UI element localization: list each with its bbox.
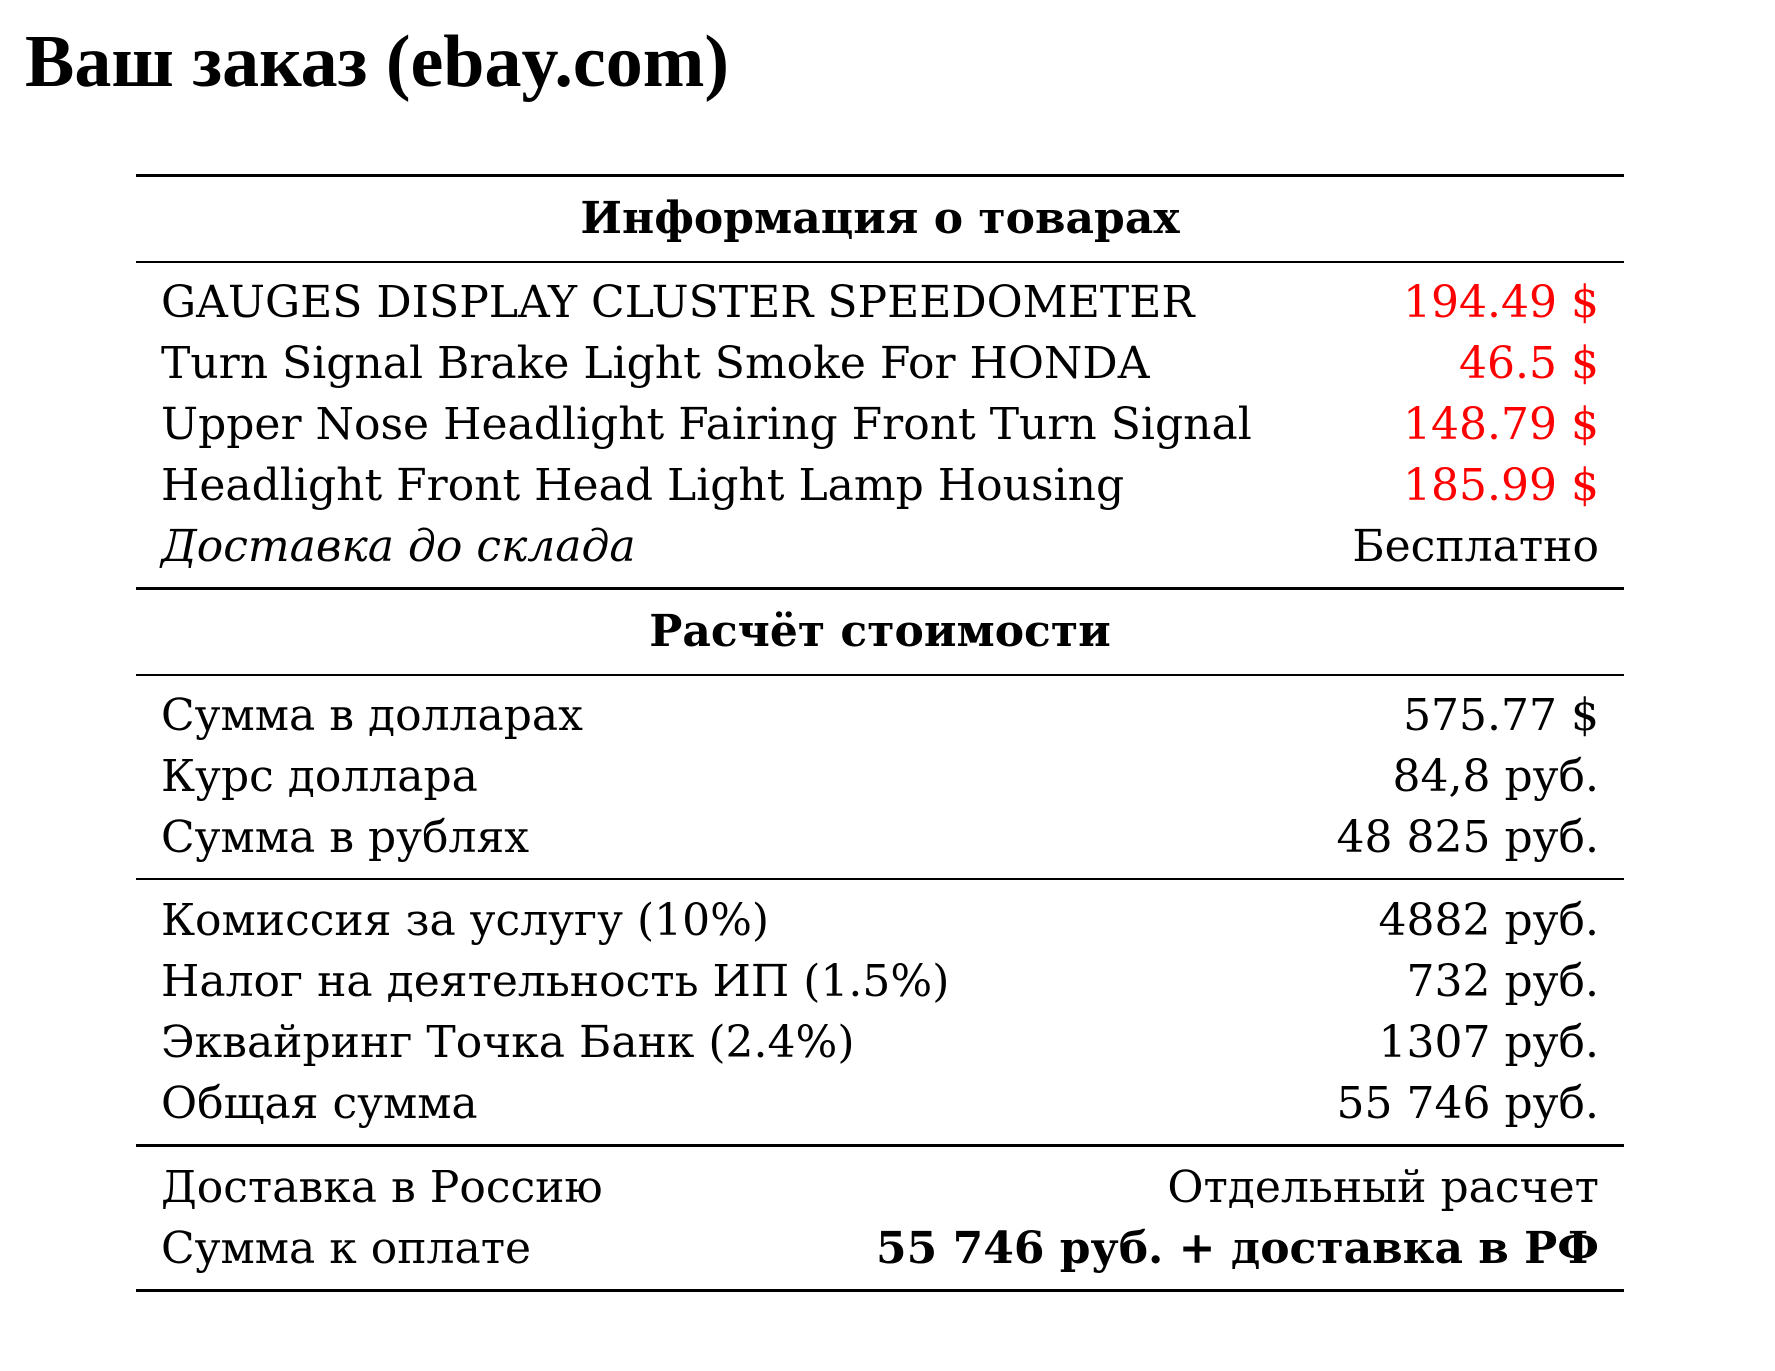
order-summary-table bbox=[136, 174, 1624, 1292]
acquiring-row bbox=[136, 1012, 1624, 1073]
page-title: Ваш заказ (ebay.com) bbox=[25, 21, 730, 103]
product-price: 194.49 $ bbox=[1403, 277, 1599, 328]
exchange-rate-label: Курс доллара bbox=[161, 751, 478, 802]
product-name: Turn Signal Brake Light Smoke For HONDA bbox=[161, 338, 1150, 389]
product-price: 46.5 $ bbox=[1459, 338, 1599, 389]
sum-usd-value: 575.77 $ bbox=[1403, 690, 1599, 741]
tax-row bbox=[136, 951, 1624, 1012]
exchange-rate-row bbox=[136, 746, 1624, 807]
product-row bbox=[136, 333, 1624, 394]
products-section-heading: Информация о товарах bbox=[580, 193, 1180, 244]
delivery-russia-label: Доставка в Россию bbox=[161, 1162, 603, 1213]
products-list bbox=[136, 263, 1624, 587]
product-row bbox=[136, 394, 1624, 455]
service-fee-label: Комиссия за услугу (10%) bbox=[161, 895, 770, 946]
acquiring-value: 1307 руб. bbox=[1378, 1017, 1599, 1068]
tax-label: Налог на деятельность ИП (1.5%) bbox=[161, 956, 950, 1007]
conversion-list bbox=[136, 676, 1624, 878]
amount-due-value: 55 746 руб. + доставка в РФ bbox=[876, 1223, 1599, 1274]
product-name: Upper Nose Headlight Fairing Front Turn Signal bbox=[161, 399, 1252, 450]
warehouse-delivery-label: Доставка до склада bbox=[161, 521, 636, 572]
sum-usd-label: Сумма в долларах bbox=[161, 690, 583, 741]
delivery-russia-value: Отдельный расчет bbox=[1167, 1162, 1599, 1213]
product-name: GAUGES DISPLAY CLUSTER SPEEDOMETER bbox=[161, 277, 1195, 328]
warehouse-delivery-row bbox=[136, 516, 1624, 577]
product-row bbox=[136, 455, 1624, 516]
sum-rub-row bbox=[136, 807, 1624, 868]
service-fee-row bbox=[136, 890, 1624, 951]
service-fee-value: 4882 руб. bbox=[1378, 895, 1599, 946]
total-value: 55 746 руб. bbox=[1336, 1078, 1599, 1129]
product-price: 148.79 $ bbox=[1403, 399, 1599, 450]
calculation-section-heading: Расчёт стоимости bbox=[649, 606, 1111, 657]
delivery-russia-row bbox=[136, 1157, 1624, 1218]
total-label: Общая сумма bbox=[161, 1078, 478, 1129]
warehouse-delivery-value: Бесплатно bbox=[1352, 521, 1599, 572]
tax-value: 732 руб. bbox=[1406, 956, 1599, 1007]
amount-due-row bbox=[136, 1218, 1624, 1279]
sum-rub-label: Сумма в рублях bbox=[161, 812, 530, 863]
exchange-rate-value: 84,8 руб. bbox=[1392, 751, 1599, 802]
fees-list bbox=[136, 880, 1624, 1144]
sum-usd-row bbox=[136, 685, 1624, 746]
bottom-rule bbox=[136, 1289, 1624, 1292]
sum-rub-value: 48 825 руб. bbox=[1336, 812, 1599, 863]
product-price: 185.99 $ bbox=[1403, 460, 1599, 511]
product-row bbox=[136, 272, 1624, 333]
product-name: Headlight Front Head Light Lamp Housing bbox=[161, 460, 1125, 511]
amount-due-label: Сумма к оплате bbox=[161, 1223, 532, 1274]
total-row bbox=[136, 1073, 1624, 1134]
final-list bbox=[136, 1147, 1624, 1289]
acquiring-label: Эквайринг Точка Банк (2.4%) bbox=[161, 1017, 855, 1068]
